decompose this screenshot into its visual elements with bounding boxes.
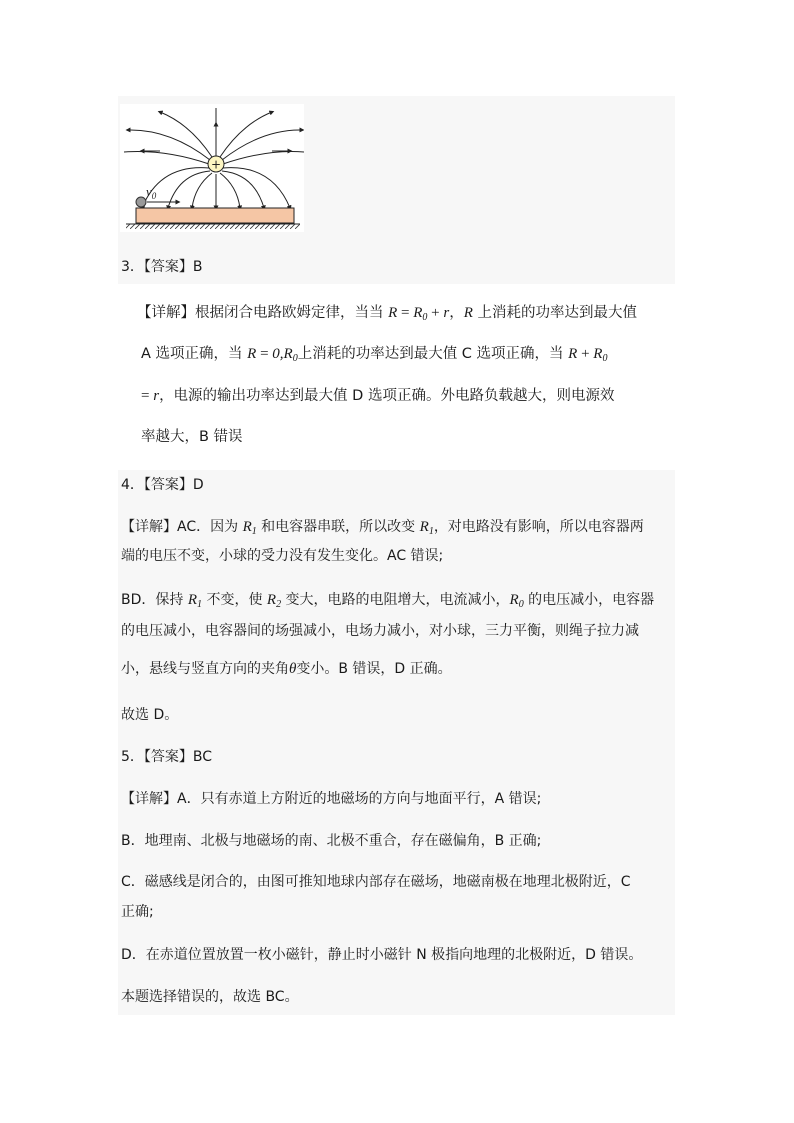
q3-heading: 3．【答案】B xyxy=(121,259,203,275)
small-ball xyxy=(136,197,146,207)
electric-field-figure xyxy=(120,104,304,232)
q3-line-2: A 选项正确，当 $R = 0,R_0$上消耗的功率达到最大值 C 选项正确，当 $R + R_0$ xyxy=(141,346,608,364)
velocity-label: $v_0$ xyxy=(146,184,157,201)
q4-line-3: BD．保持 $R_1$ 不变，使 $R_2$ 变大，电路的电阻增大，电流减小，$R_0$ 的电压减小，电容器 xyxy=(121,592,655,610)
field-line xyxy=(222,171,264,208)
q5-line-6: 本题选择错误的，故选 BC。 xyxy=(121,989,299,1005)
q5-line-4: 正确; xyxy=(121,904,154,920)
field-line xyxy=(220,173,240,208)
field-line xyxy=(160,112,212,157)
q4-line-4: 的电压减小，电容器间的场强减小，电场力减小，对小球，三力平衡，则绳子拉力减 xyxy=(121,623,639,639)
q3-line-1: 【详解】根据闭合电路欧姆定律，当当 $R = R_0 + r$，R 上消耗的功率达到最大值 xyxy=(137,305,638,323)
field-lines-diagram xyxy=(120,104,304,232)
metal-plate xyxy=(136,208,294,223)
field-line xyxy=(128,130,210,160)
charge-symbol: + xyxy=(210,157,222,172)
q4-line-6: 故选 D。 xyxy=(121,707,179,723)
field-line xyxy=(223,152,304,165)
q4-heading: 4．【答案】D xyxy=(121,477,204,493)
q3-line-3: = r，电源的输出功率达到最大值 D 选项正确。外电路负载越大，则电源效 xyxy=(141,388,615,404)
q5-line-1: 【详解】A．只有赤道上方附近的地磁场的方向与地面平行，A 错误; xyxy=(121,791,542,807)
field-line xyxy=(192,173,212,208)
q4-line-2: 端的电压不变，小球的受力没有发生变化。AC 错误; xyxy=(121,548,444,564)
field-line xyxy=(124,152,209,165)
ground-hatch xyxy=(126,224,300,229)
field-line xyxy=(222,130,302,160)
q5-heading: 5．【答案】BC xyxy=(121,749,213,765)
q4-line-1: 【详解】AC．因为 $R_1$ 和电容器串联，所以改变 $R_1$，对电路没有影响，所以电容器两 xyxy=(121,519,644,537)
q3-line-4: 率越大，B 错误 xyxy=(141,429,243,445)
q5-line-2: B．地理南、北极与地磁场的南、北极不重合，存在磁偏角，B 正确; xyxy=(121,833,542,849)
q4-line-5: 小，悬线与竖直方向的夹角θ变小。B 错误，D 正确。 xyxy=(121,661,452,677)
q5-line-3: C．磁感线是闭合的，由图可推知地球内部存在磁场，地磁南极在地理北极附近，C xyxy=(121,874,631,890)
field-line xyxy=(220,112,272,157)
q5-line-5: D．在赤道位置放置一枚小磁针，静止时小磁针 N 极指向地理的北极附近，D 错误。 xyxy=(121,947,643,963)
